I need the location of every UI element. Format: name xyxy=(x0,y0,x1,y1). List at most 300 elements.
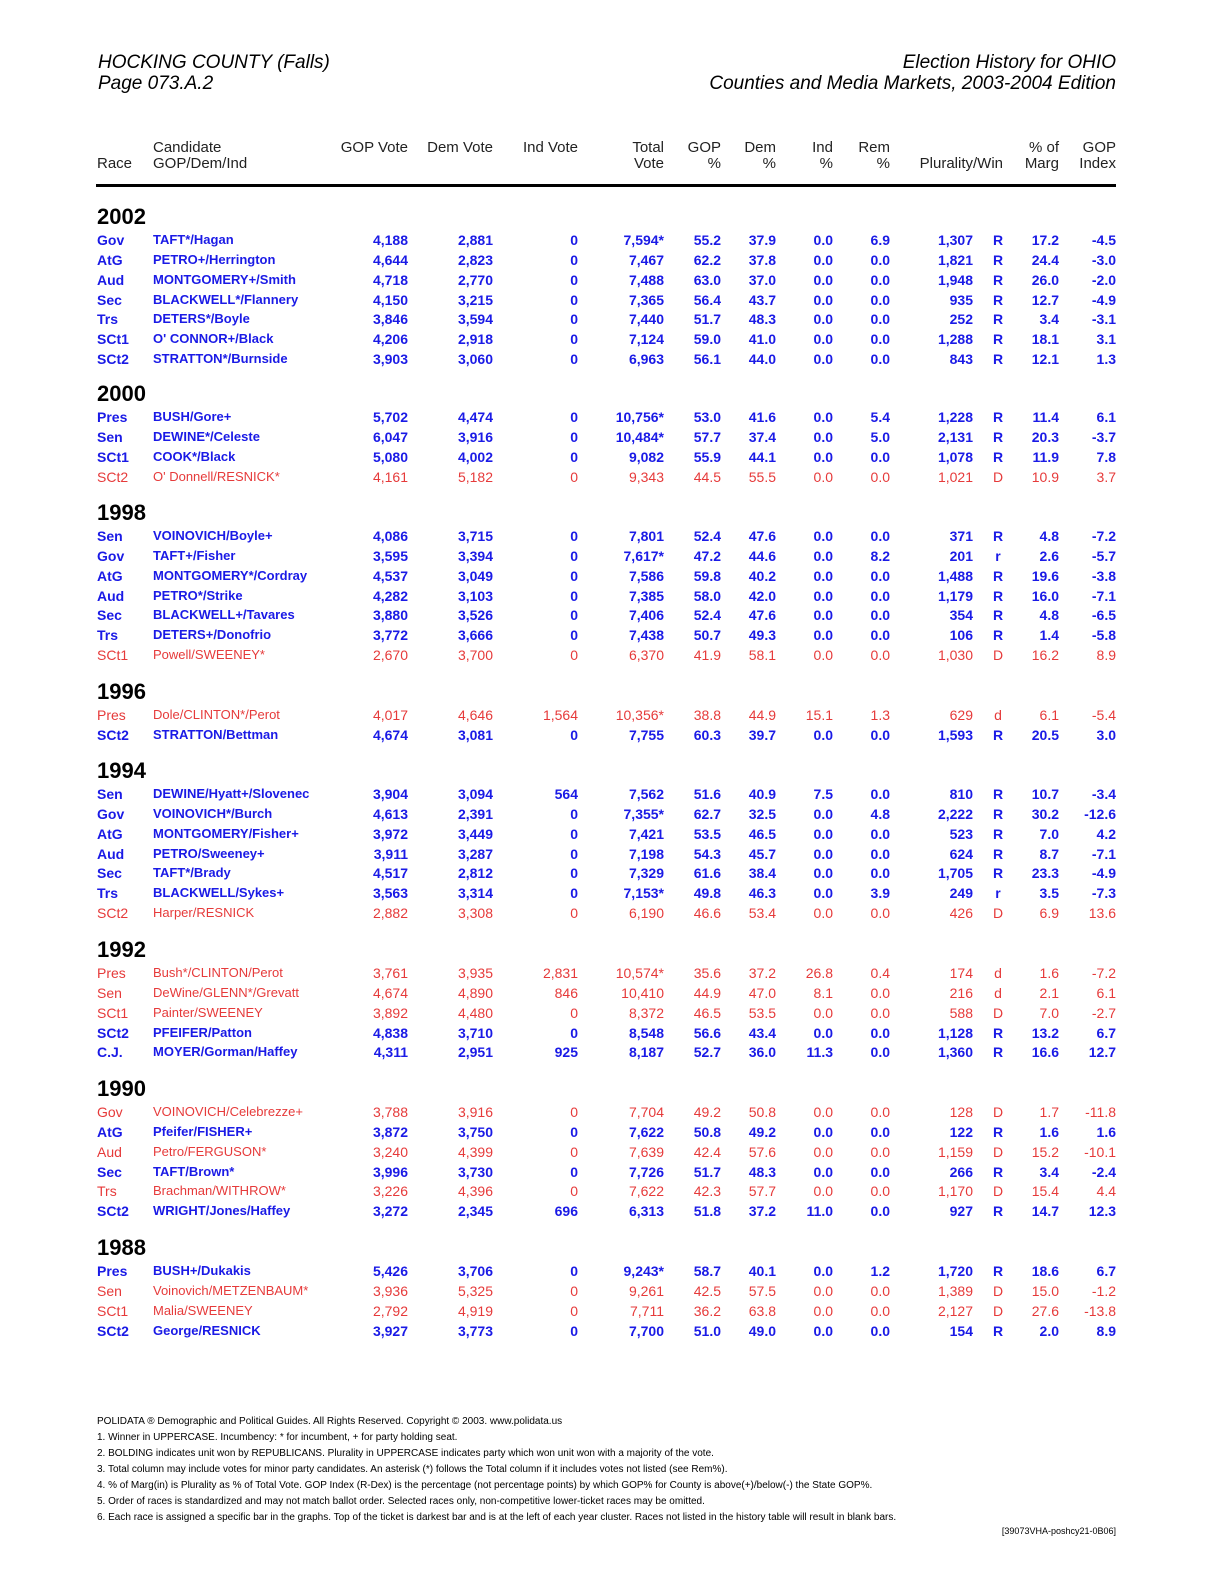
cell-idx: -5.8 xyxy=(1091,627,1116,644)
cell-ind: 0 xyxy=(570,1024,578,1041)
cell-ind: 0 xyxy=(570,1322,578,1339)
cell-tot: 8,187 xyxy=(628,1044,664,1061)
cell-dp: 47.6 xyxy=(748,528,776,544)
cell-rp: 0.0 xyxy=(870,647,890,664)
cell-gop: 5,426 xyxy=(372,1263,408,1279)
cell-ind: 0 xyxy=(570,291,578,308)
cell-dem: 4,480 xyxy=(457,1004,493,1021)
cell-gp: 42.5 xyxy=(693,1282,721,1299)
table-row xyxy=(0,1323,1224,1343)
cell-race: Gov xyxy=(97,1104,123,1120)
cell-win: D xyxy=(992,1143,1004,1160)
cell-mar: 17.2 xyxy=(1031,232,1059,248)
cell-ip: 0.0 xyxy=(813,1004,833,1021)
cell-rp: 0.0 xyxy=(870,627,890,644)
cell-gop: 3,846 xyxy=(372,311,408,328)
cell-ind: 0 xyxy=(570,805,578,822)
cell-cand: PETRO*/Strike xyxy=(153,587,243,603)
cell-gp: 55.2 xyxy=(693,232,721,248)
cell-mar: 16.0 xyxy=(1031,587,1059,604)
cell-idx: -2.0 xyxy=(1091,271,1116,288)
cell-gp: 51.7 xyxy=(693,1163,721,1180)
cell-idx: 8.9 xyxy=(1096,1322,1116,1339)
cell-race: Trs xyxy=(97,885,119,902)
cell-plu: 624 xyxy=(949,845,973,862)
cell-plu: 523 xyxy=(949,825,973,842)
cell-ip: 0.0 xyxy=(813,567,833,584)
cell-gop: 3,904 xyxy=(372,786,408,802)
table-row xyxy=(0,1005,1224,1025)
cell-tot: 7,421 xyxy=(628,825,664,842)
cell-plu: 1,821 xyxy=(937,251,973,268)
cell-ip: 0.0 xyxy=(813,627,833,644)
header-dem-pct: Dem xyxy=(744,139,776,156)
cell-win: R xyxy=(992,627,1004,644)
footnote: POLIDATA ® Demographic and Political Guides. All Rights Reserved. Copyright © 2003. www.polidata.us xyxy=(97,1416,563,1427)
cell-cand: MONTGOMERY/Fisher+ xyxy=(153,825,299,841)
cell-idx: 7.8 xyxy=(1096,448,1116,465)
cell-dem: 4,890 xyxy=(457,984,493,1001)
header-gop-index-label: Index xyxy=(1079,155,1116,172)
footnote: 3. Total column may include votes for minor party candidates. An asterisk (*) follows the Total column if it includes votes not listed (see Rem%). xyxy=(97,1464,728,1475)
cell-tot: 7,622 xyxy=(628,1183,664,1200)
cell-dem: 2,391 xyxy=(457,805,493,822)
cell-ip: 0.0 xyxy=(813,547,833,564)
header-ind-pct: Ind xyxy=(812,139,833,156)
cell-dp: 53.5 xyxy=(748,1004,776,1021)
cell-dem: 3,594 xyxy=(457,311,493,328)
cell-win: R xyxy=(992,271,1004,288)
cell-mar: 3.5 xyxy=(1039,885,1059,902)
cell-gop: 4,311 xyxy=(373,1044,408,1061)
cell-ind: 0 xyxy=(570,547,578,564)
cell-race: Sec xyxy=(97,1163,122,1180)
cell-mar: 2.0 xyxy=(1039,1322,1059,1339)
cell-plu: 122 xyxy=(949,1123,973,1140)
cell-idx: 1.3 xyxy=(1096,351,1116,368)
cell-gp: 58.7 xyxy=(693,1263,721,1279)
cell-plu: 371 xyxy=(949,528,973,544)
cell-tot: 7,198 xyxy=(628,845,664,862)
cell-rp: 0.0 xyxy=(870,726,890,743)
cell-idx: -4.9 xyxy=(1091,865,1116,882)
cell-rp: 6.9 xyxy=(870,232,890,248)
cell-win: D xyxy=(992,1282,1004,1299)
cell-dp: 32.5 xyxy=(748,805,776,822)
cell-tot: 7,711 xyxy=(630,1302,664,1319)
cell-plu: 252 xyxy=(949,311,973,328)
cell-plu: 354 xyxy=(949,607,973,624)
cell-ind: 0 xyxy=(570,409,578,425)
cell-plu: 426 xyxy=(949,905,973,922)
cell-rp: 0.0 xyxy=(870,1203,890,1220)
cell-plu: 266 xyxy=(949,1163,973,1180)
cell-race: Pres xyxy=(97,707,126,723)
column-headers xyxy=(0,140,1224,180)
cell-dem: 3,394 xyxy=(457,547,493,564)
cell-tot: 6,313 xyxy=(628,1203,664,1220)
cell-tot: 9,343 xyxy=(628,468,664,485)
cell-win: R xyxy=(992,1203,1004,1220)
cell-ind: 0 xyxy=(570,587,578,604)
cell-gop: 3,788 xyxy=(372,1104,408,1120)
cell-cand: DEWINE/Hyatt+/Slovenec xyxy=(153,786,310,801)
cell-ip: 0.0 xyxy=(813,468,833,485)
cell-rp: 0.0 xyxy=(870,1282,890,1299)
cell-ip: 0.0 xyxy=(813,845,833,862)
document-title: Election History for OHIO xyxy=(902,52,1116,73)
table-row xyxy=(0,1183,1224,1203)
cell-dp: 38.4 xyxy=(748,865,776,882)
cell-win: R xyxy=(992,351,1004,368)
cell-gop: 4,188 xyxy=(372,232,408,248)
cell-tot: 7,755 xyxy=(628,726,664,743)
cell-cand: MOYER/Gorman/Haffey xyxy=(153,1044,298,1060)
cell-ip: 26.8 xyxy=(805,965,833,981)
table-row xyxy=(0,351,1224,371)
cell-race: Sen xyxy=(97,786,123,802)
cell-rp: 0.0 xyxy=(870,984,890,1001)
cell-ip: 0.0 xyxy=(813,905,833,922)
header-dem-pct-sign: % xyxy=(762,155,776,172)
cell-win: R xyxy=(992,845,1004,862)
cell-dem: 3,935 xyxy=(457,965,493,981)
cell-mar: 14.7 xyxy=(1031,1203,1059,1220)
cell-gp: 42.3 xyxy=(693,1183,721,1200)
cell-win: R xyxy=(992,1163,1004,1180)
cell-dem: 4,646 xyxy=(457,707,493,723)
cell-ip: 0.0 xyxy=(813,1263,833,1279)
cell-dem: 4,002 xyxy=(457,448,493,465)
cell-ind: 0 xyxy=(570,825,578,842)
cell-mar: 11.9 xyxy=(1032,448,1059,465)
cell-win: R xyxy=(992,428,1004,445)
cell-ind: 0 xyxy=(570,331,578,348)
cell-plu: 201 xyxy=(949,547,973,564)
cell-gp: 44.9 xyxy=(693,984,721,1001)
cell-mar: 15.4 xyxy=(1031,1183,1059,1200)
table-row xyxy=(0,1025,1224,1045)
cell-ip: 0.0 xyxy=(813,1123,833,1140)
table-row xyxy=(0,965,1224,985)
table-row xyxy=(0,707,1224,727)
cell-cand: MONTGOMERY+/Smith xyxy=(153,271,296,287)
cell-dem: 4,474 xyxy=(457,409,493,425)
cell-win: D xyxy=(992,468,1004,485)
table-row xyxy=(0,1203,1224,1223)
cell-idx: -4.9 xyxy=(1091,291,1116,308)
cell-race: Gov xyxy=(97,805,125,822)
cell-dp: 44.9 xyxy=(748,707,776,723)
cell-cand: VOINOVICH*/Burch xyxy=(153,805,273,821)
year-heading: 1994 xyxy=(97,758,146,783)
cell-rp: 0.0 xyxy=(870,1024,890,1041)
cell-ip: 0.0 xyxy=(813,428,833,445)
cell-idx: 6.1 xyxy=(1096,409,1116,425)
cell-cand: Painter/SWEENEY xyxy=(153,1004,263,1020)
cell-plu: 1,030 xyxy=(937,647,973,664)
cell-win: R xyxy=(992,587,1004,604)
cell-rp: 0.0 xyxy=(870,607,890,624)
header-marg-label: Marg xyxy=(1024,155,1059,172)
cell-tot: 7,726 xyxy=(628,1163,664,1180)
cell-rp: 4.8 xyxy=(870,805,890,822)
cell-win: D xyxy=(992,1302,1004,1319)
cell-ind: 0 xyxy=(570,905,578,922)
cell-idx: -10.1 xyxy=(1084,1143,1116,1160)
cell-rp: 0.0 xyxy=(870,1143,890,1160)
cell-plu: 249 xyxy=(949,885,973,902)
cell-dem: 3,103 xyxy=(457,587,493,604)
cell-gp: 49.8 xyxy=(693,885,721,902)
cell-dp: 37.8 xyxy=(748,251,776,268)
cell-ind: 0 xyxy=(570,1302,578,1319)
cell-gp: 53.0 xyxy=(693,409,721,425)
cell-dem: 3,710 xyxy=(457,1024,493,1041)
table-row xyxy=(0,568,1224,588)
cell-gop: 4,674 xyxy=(372,984,408,1001)
cell-ind: 0 xyxy=(570,647,578,664)
cell-ip: 0.0 xyxy=(813,409,833,425)
cell-mar: 2.1 xyxy=(1039,984,1059,1001)
cell-win: D xyxy=(992,905,1004,922)
cell-gp: 42.4 xyxy=(693,1143,721,1160)
header-plurality-win: Plurality/Win xyxy=(919,155,1003,172)
cell-plu: 174 xyxy=(949,965,973,981)
cell-cand: VOINOVICH/Boyle+ xyxy=(153,528,273,543)
cell-win: D xyxy=(992,647,1004,664)
cell-idx: -13.8 xyxy=(1084,1302,1116,1319)
header-rule xyxy=(96,184,1116,187)
cell-race: Sec xyxy=(97,291,122,308)
cell-race: SCt1 xyxy=(97,647,129,664)
cell-cand: BLACKWELL*/Flannery xyxy=(153,291,299,307)
county-title: HOCKING COUNTY (Falls) xyxy=(98,52,330,73)
header-race: Race xyxy=(97,155,133,172)
cell-dp: 44.0 xyxy=(748,351,776,368)
cell-ip: 11.3 xyxy=(806,1044,833,1061)
cell-idx: -7.3 xyxy=(1091,885,1116,902)
cell-gop: 3,563 xyxy=(372,885,408,902)
cell-gop: 3,880 xyxy=(372,607,408,624)
cell-dem: 3,706 xyxy=(457,1263,493,1279)
cell-idx: -7.1 xyxy=(1091,587,1116,604)
cell-idx: -1.2 xyxy=(1091,1282,1116,1299)
table-row xyxy=(0,806,1224,826)
cell-ind: 0 xyxy=(570,428,578,445)
cell-race: Sen xyxy=(97,528,123,544)
cell-cand: PETRO+/Herrington xyxy=(153,251,276,267)
cell-win: R xyxy=(992,805,1004,822)
cell-cand: George/RESNICK xyxy=(153,1322,261,1338)
cell-tot: 7,617* xyxy=(623,547,664,564)
cell-race: SCt2 xyxy=(97,351,129,368)
page-header-left xyxy=(98,52,330,94)
cell-mar: 16.6 xyxy=(1031,1044,1059,1061)
cell-rp: 8.2 xyxy=(870,547,890,564)
cell-idx: -3.8 xyxy=(1091,567,1116,584)
table-row xyxy=(0,272,1224,292)
cell-win: R xyxy=(992,1024,1004,1041)
cell-tot: 7,365 xyxy=(628,291,664,308)
table-row xyxy=(0,727,1224,747)
cell-race: Sec xyxy=(97,865,122,882)
cell-dem: 3,049 xyxy=(457,567,493,584)
cell-mar: 11.4 xyxy=(1032,409,1059,425)
cell-dem: 3,314 xyxy=(457,885,493,902)
cell-ip: 0.0 xyxy=(813,331,833,348)
cell-cand: Pfeifer/FISHER+ xyxy=(153,1123,253,1139)
cell-plu: 843 xyxy=(949,351,973,368)
cell-rp: 0.0 xyxy=(870,567,890,584)
table-row xyxy=(0,1263,1224,1283)
cell-dp: 49.2 xyxy=(748,1123,776,1140)
cell-mar: 12.1 xyxy=(1031,351,1059,368)
cell-cand: PETRO/Sweeney+ xyxy=(153,845,265,861)
table-row xyxy=(0,1104,1224,1124)
cell-dem: 3,526 xyxy=(457,607,493,624)
cell-plu: 810 xyxy=(949,786,973,802)
cell-dem: 3,308 xyxy=(457,905,493,922)
cell-gp: 56.6 xyxy=(693,1024,721,1041)
cell-win: r xyxy=(995,885,1001,902)
cell-dem: 2,918 xyxy=(457,331,493,348)
cell-idx: -7.2 xyxy=(1091,965,1116,981)
cell-win: R xyxy=(992,448,1004,465)
cell-gp: 46.6 xyxy=(693,905,721,922)
cell-plu: 1,021 xyxy=(937,468,973,485)
cell-win: R xyxy=(992,409,1004,425)
cell-dp: 37.4 xyxy=(748,428,776,445)
cell-ip: 0.0 xyxy=(813,311,833,328)
cell-gop: 2,792 xyxy=(372,1302,408,1319)
cell-dp: 46.3 xyxy=(748,885,776,902)
cell-dem: 3,773 xyxy=(457,1322,493,1339)
cell-tot: 9,261 xyxy=(628,1282,664,1299)
cell-gop: 3,772 xyxy=(372,627,408,644)
cell-plu: 1,078 xyxy=(937,448,973,465)
cell-ip: 0.0 xyxy=(813,647,833,664)
cell-rp: 0.0 xyxy=(870,865,890,882)
cell-ind: 0 xyxy=(570,1143,578,1160)
cell-tot: 10,356* xyxy=(615,707,664,723)
cell-ind: 0 xyxy=(570,1263,578,1279)
cell-mar: 7.0 xyxy=(1039,825,1059,842)
cell-ind: 0 xyxy=(570,528,578,544)
cell-dp: 48.3 xyxy=(748,311,776,328)
cell-race: SCt2 xyxy=(97,726,129,743)
cell-tot: 8,372 xyxy=(628,1004,664,1021)
cell-gp: 51.0 xyxy=(693,1322,721,1339)
cell-dem: 3,215 xyxy=(457,291,493,308)
cell-dem: 4,399 xyxy=(457,1143,493,1160)
cell-mar: 30.2 xyxy=(1031,805,1059,822)
table-row xyxy=(0,1124,1224,1144)
cell-dp: 46.5 xyxy=(748,825,776,842)
cell-rp: 0.0 xyxy=(870,587,890,604)
cell-gp: 52.4 xyxy=(693,607,721,624)
footnote: 5. Order of races is standardized and may not match ballot order. Selected races only, non-competitive lower-ticket races may be omitted. xyxy=(97,1496,705,1507)
cell-race: AtG xyxy=(97,567,123,584)
cell-idx: 3.7 xyxy=(1096,468,1116,485)
cell-plu: 629 xyxy=(949,707,973,723)
cell-rp: 0.0 xyxy=(870,311,890,328)
cell-plu: 1,948 xyxy=(937,271,973,288)
cell-cand: TAFT+/Fisher xyxy=(153,547,236,563)
cell-dp: 44.6 xyxy=(748,547,776,564)
cell-race: SCt2 xyxy=(97,905,129,922)
cell-gp: 52.7 xyxy=(693,1044,721,1061)
cell-mar: 8.7 xyxy=(1039,845,1059,862)
cell-win: R xyxy=(992,232,1004,248)
cell-dp: 47.6 xyxy=(748,607,776,624)
year-heading: 1998 xyxy=(97,500,146,525)
cell-mar: 1.4 xyxy=(1039,627,1059,644)
cell-cand: O' CONNOR+/Black xyxy=(153,331,274,347)
cell-idx: -7.1 xyxy=(1091,845,1116,862)
cell-win: R xyxy=(992,251,1004,268)
cell-rp: 0.0 xyxy=(870,271,890,288)
cell-gp: 44.5 xyxy=(693,468,721,485)
cell-tot: 7,801 xyxy=(628,528,664,544)
cell-dp: 36.0 xyxy=(748,1044,776,1061)
cell-mar: 2.6 xyxy=(1039,547,1059,564)
cell-idx: 1.6 xyxy=(1096,1123,1116,1140)
cell-dp: 37.9 xyxy=(748,232,776,248)
cell-dp: 43.4 xyxy=(748,1024,776,1041)
cell-cand: Dole/CLINTON*/Perot xyxy=(153,707,280,722)
cell-rp: 0.0 xyxy=(870,351,890,368)
cell-cand: BLACKWELL+/Tavares xyxy=(153,607,295,623)
cell-ind: 0 xyxy=(570,607,578,624)
cell-plu: 1,128 xyxy=(937,1024,973,1041)
cell-cand: BUSH/Gore+ xyxy=(153,409,232,424)
cell-tot: 7,488 xyxy=(628,271,664,288)
cell-tot: 9,082 xyxy=(628,448,664,465)
cell-gop: 2,670 xyxy=(372,647,408,664)
cell-idx: 6.1 xyxy=(1096,984,1116,1001)
cell-race: Pres xyxy=(97,1263,128,1279)
cell-mar: 19.6 xyxy=(1031,567,1059,584)
cell-dp: 45.7 xyxy=(748,845,776,862)
cell-mar: 23.3 xyxy=(1031,865,1059,882)
cell-win: R xyxy=(992,1322,1004,1339)
cell-tot: 7,153* xyxy=(623,885,664,902)
cell-dp: 43.7 xyxy=(748,291,776,308)
cell-ip: 0.0 xyxy=(813,726,833,743)
cell-plu: 1,307 xyxy=(937,232,973,248)
cell-race: Sen xyxy=(97,428,123,445)
footnote: 6. Each race is assigned a specific bar in the graphs. Top of the ticket is darkest bar and is at the left of each year cluster. Races not listed in the history table will result in blank bars. xyxy=(97,1512,897,1523)
cell-mar: 6.1 xyxy=(1039,707,1059,723)
cell-cand: STRATTON*/Burnside xyxy=(153,351,288,367)
cell-mar: 10.7 xyxy=(1031,786,1059,802)
cell-win: R xyxy=(992,786,1004,802)
cell-gp: 51.8 xyxy=(693,1203,721,1220)
cell-tot: 6,370 xyxy=(628,647,664,664)
cell-mar: 18.6 xyxy=(1031,1263,1059,1279)
cell-race: SCt2 xyxy=(97,1203,129,1220)
cell-cand: Powell/SWEENEY* xyxy=(153,647,265,663)
cell-tot: 7,594* xyxy=(623,232,664,248)
cell-gop: 3,903 xyxy=(372,351,408,368)
cell-gp: 51.7 xyxy=(693,311,721,328)
cell-cand: VOINOVICH/Celebrezze+ xyxy=(153,1104,303,1119)
table-row xyxy=(0,647,1224,667)
cell-gop: 3,272 xyxy=(372,1203,408,1220)
cell-tot: 10,756* xyxy=(615,409,664,425)
cell-idx: -7.2 xyxy=(1091,528,1116,544)
